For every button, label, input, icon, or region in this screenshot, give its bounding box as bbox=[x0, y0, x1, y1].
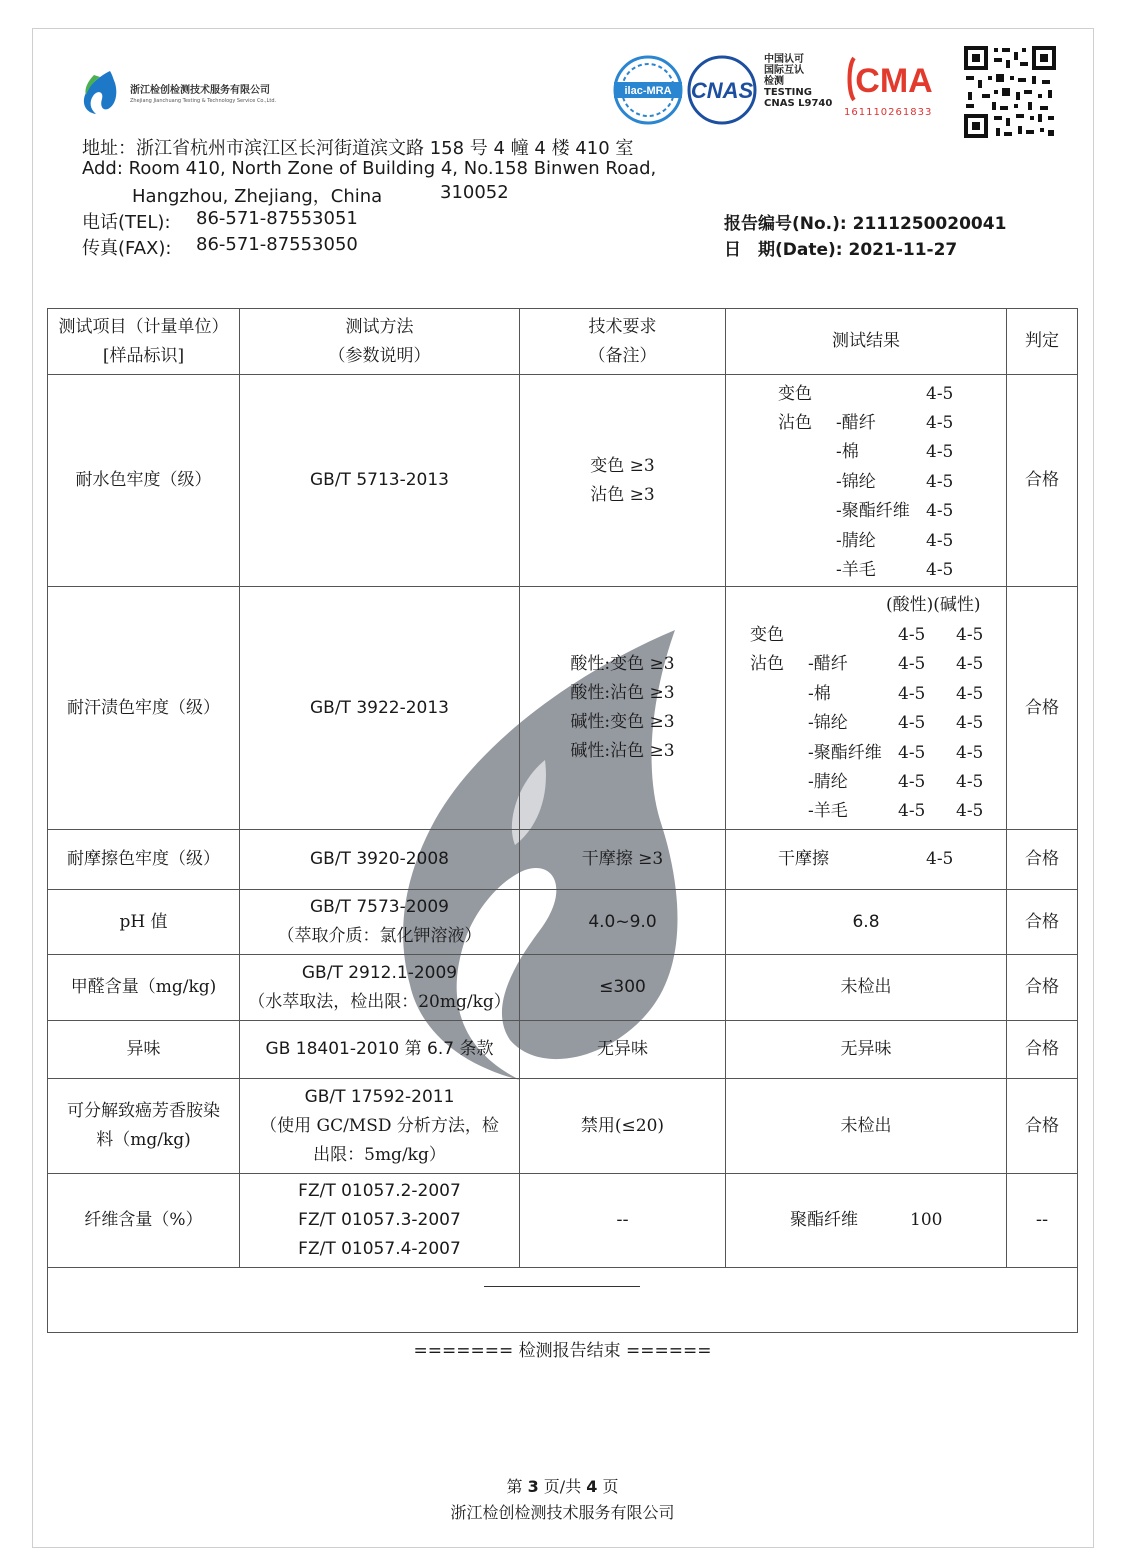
judgement-cell: 合格 bbox=[1007, 587, 1078, 830]
item-cell: 可分解致癌芳香胺染 料（mg/kg) bbox=[48, 1079, 240, 1174]
table-blank-row bbox=[48, 1268, 1078, 1333]
cnas-text: CNAS bbox=[690, 78, 754, 103]
judgement-cell: 合格 bbox=[1007, 375, 1078, 587]
company-logo bbox=[80, 62, 276, 122]
method-cell: GB/T 3922-2013 bbox=[240, 587, 520, 830]
header-requirement: 技术要求 （备注） bbox=[520, 309, 726, 375]
report-no-value: 2111250020041 bbox=[852, 214, 1007, 234]
table-row bbox=[48, 587, 1078, 830]
address-en-2: Hangzhou, Zhejiang，China bbox=[132, 186, 383, 207]
table-row bbox=[48, 890, 1078, 955]
result-cell: 变色 4-5 沾色 -醋纤 4-5 -棉 4-5 -锦纶 4-5 -聚酯纤维 4-5 -腈纶 4-5 -羊毛 4-5 bbox=[726, 375, 1007, 587]
cnas-details bbox=[764, 54, 832, 109]
fax-value: 86-571-87553050 bbox=[196, 234, 358, 255]
table-row bbox=[48, 375, 1078, 587]
report-date bbox=[724, 235, 957, 260]
item-cell: 耐汗渍色牢度（级） bbox=[48, 587, 240, 830]
judgement-cell: 合格 bbox=[1007, 890, 1078, 955]
table-row bbox=[48, 1021, 1078, 1079]
method-cell: GB/T 7573-2009 （萃取介质：氯化钾溶液） bbox=[240, 890, 520, 955]
item-cell: pH 值 bbox=[48, 890, 240, 955]
fax-label: 传真(FAX): bbox=[82, 238, 172, 259]
judgement-cell: 合格 bbox=[1007, 1079, 1078, 1174]
cnas-line: 中国认可 bbox=[764, 54, 804, 65]
method-cell: FZ/T 01057.2-2007 FZ/T 01057.3-2007 FZ/T 01057.4-2007 bbox=[240, 1174, 520, 1268]
method-cell: GB/T 2912.1-2009 （水萃取法，检出限：20mg/kg） bbox=[240, 955, 520, 1021]
result-cell: 聚酯纤维 100 bbox=[726, 1174, 1007, 1268]
requirement-cell: ≤300 bbox=[520, 955, 726, 1021]
method-cell: GB/T 17592-2011 （使用 GC/MSD 分析方法，检 出限：5mg/kg） bbox=[240, 1079, 520, 1174]
result-cell: 6.8 bbox=[726, 890, 1007, 955]
ilac-text: ilac-MRA bbox=[624, 85, 672, 97]
judgement-cell: 合格 bbox=[1007, 830, 1078, 890]
result-cell: 干摩擦 4-5 bbox=[726, 830, 1007, 890]
logo-name-en: Zhejiang Jianchuang Testing & Technology Service Co.,Ltd. bbox=[130, 97, 277, 104]
address-en-1: Add: Room 410, North Zone of Building 4, No.158 Binwen Road, bbox=[82, 158, 657, 179]
report-date-label: 日 期(Date): bbox=[724, 240, 843, 260]
test-results-table bbox=[47, 308, 1078, 1333]
cma-logo bbox=[844, 52, 944, 106]
page-number: 第 3 页/共 4 页 bbox=[506, 1477, 619, 1496]
requirement-cell: 酸性:变色 ≥3 酸性:沾色 ≥3 碱性:变色 ≥3 碱性:沾色 ≥3 bbox=[520, 587, 726, 830]
cnas-line: 检测 bbox=[764, 76, 784, 87]
requirement-cell: 无异味 bbox=[520, 1021, 726, 1079]
requirement-cell: 禁用(≤20) bbox=[520, 1079, 726, 1174]
requirement-cell: 干摩擦 ≥3 bbox=[520, 830, 726, 890]
postcode: 310052 bbox=[440, 182, 509, 203]
header-result: 测试结果 bbox=[726, 309, 1007, 375]
item-cell: 耐摩擦色牢度（级） bbox=[48, 830, 240, 890]
item-cell: 异味 bbox=[48, 1021, 240, 1079]
cma-text: CMA bbox=[855, 62, 933, 100]
cnas-line: 国际互认 bbox=[764, 65, 804, 76]
ilac-mra-logo bbox=[612, 54, 684, 126]
judgement-cell: 合格 bbox=[1007, 955, 1078, 1021]
header-method: 测试方法 （参数说明） bbox=[240, 309, 520, 375]
footer-company: 浙江检创检测技术服务有限公司 bbox=[450, 1503, 675, 1522]
report-date-value: 2021-11-27 bbox=[848, 240, 958, 260]
judgement-cell: -- bbox=[1007, 1174, 1078, 1268]
company-logo-icon bbox=[80, 69, 122, 115]
table-row bbox=[48, 1079, 1078, 1174]
item-cell: 纤维含量（%） bbox=[48, 1174, 240, 1268]
header-item: 测试项目（计量单位） [样品标识] bbox=[48, 309, 240, 375]
blank-cell bbox=[48, 1268, 1078, 1333]
report-no-label: 报告编号(No.): bbox=[724, 214, 847, 234]
qr-code bbox=[962, 44, 1058, 140]
method-cell: GB/T 5713-2013 bbox=[240, 375, 520, 587]
result-cell: 未检出 bbox=[726, 1079, 1007, 1174]
result-cell: 无异味 bbox=[726, 1021, 1007, 1079]
cnas-logo bbox=[683, 54, 761, 126]
logo-name-cn: 浙江检创检测技术服务有限公司 bbox=[130, 84, 270, 96]
tel-value: 86-571-87553051 bbox=[196, 208, 358, 229]
judgement-cell: 合格 bbox=[1007, 1021, 1078, 1079]
method-cell: GB/T 3920-2008 bbox=[240, 830, 520, 890]
cma-number: 161110261833 bbox=[844, 107, 933, 118]
item-cell: 耐水色牢度（级） bbox=[48, 375, 240, 587]
table-row bbox=[48, 955, 1078, 1021]
cnas-line: TESTING bbox=[764, 87, 812, 98]
requirement-cell: 4.0~9.0 bbox=[520, 890, 726, 955]
result-cell: 未检出 bbox=[726, 955, 1007, 1021]
item-cell: 甲醛含量（mg/kg) bbox=[48, 955, 240, 1021]
report-end-marker: ======= 检测报告结束 ====== bbox=[413, 1341, 712, 1361]
table-row bbox=[48, 1174, 1078, 1268]
method-cell: GB 18401-2010 第 6.7 条款 bbox=[240, 1021, 520, 1079]
table-header-row bbox=[48, 309, 1078, 375]
cnas-line: CNAS L9740 bbox=[764, 98, 833, 109]
report-no bbox=[724, 209, 1006, 234]
header-judgement: 判定 bbox=[1007, 309, 1078, 375]
tel-label: 电话(TEL): bbox=[82, 212, 171, 233]
requirement-cell: -- bbox=[520, 1174, 726, 1268]
address-cn: 地址：浙江省杭州市滨江区长河街道滨文路 158 号 4 幢 4 楼 410 室 bbox=[82, 138, 634, 159]
requirement-cell: 变色 ≥3 沾色 ≥3 bbox=[520, 375, 726, 587]
table-row bbox=[48, 830, 1078, 890]
result-cell: (酸性)(碱性) 变色 4-5 4-5 沾色 -醋纤 4-5 4-5 -棉 4-5 4-5 -锦纶 4-5 4-5 -聚酯纤维 4-5 4-5 -腈纶 4-5 4-5 -羊毛 4-5 4-5 bbox=[726, 587, 1007, 830]
